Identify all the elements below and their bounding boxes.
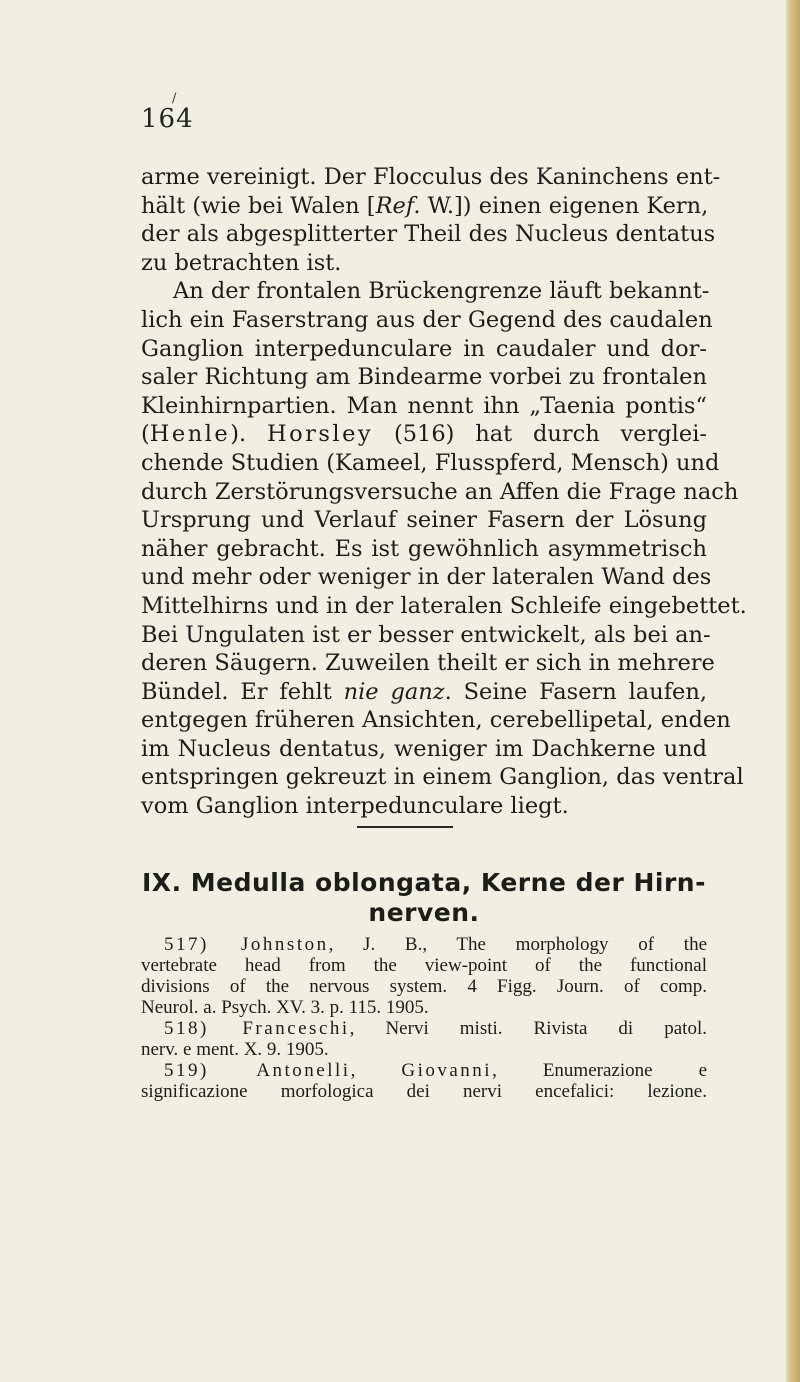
body-text [141, 163, 747, 821]
text-line: chende Studien (Kameel, Flusspferd, Mensch) und [141, 449, 720, 476]
reference-list [141, 934, 707, 1102]
italic-ref: Ref. [375, 192, 421, 219]
author-name: Henle [149, 421, 231, 448]
text-line: arme vereinigt. Der Flocculus des Kaninchens ent- [141, 164, 721, 190]
page-edge [786, 0, 800, 1382]
section-heading: IX. Medulla oblongata, Kerne der Hirn- nerven. [142, 868, 706, 927]
text-line: Neurol. a. Psych. XV. 3. p. 115. 1905. [141, 997, 429, 1018]
reference-item: 518) Franceschi, Nervi misti. Rivista di patol. [164, 1018, 707, 1039]
text-line: Bei Ungulaten ist er besser entwickelt, als bei an- [141, 621, 711, 648]
text-line: Kleinhirnpartien. Man nennt ihn „Taenia pontis“ [141, 392, 707, 419]
text-line: nerv. e ment. X. 9. 1905. [141, 1039, 329, 1060]
text-line: der als abgesplitterter Theil des Nucleus dentatus [141, 221, 716, 248]
page-number: 164 [141, 104, 194, 134]
reference-author: 519) Antonelli [164, 1060, 351, 1081]
reference-author: Giovanni [401, 1060, 493, 1081]
reference-item: 517) Johnston, J. B., The morphology of the [164, 934, 708, 955]
text-line: Ursprung und Verlauf seiner Fasern der Lösung [141, 507, 707, 534]
text-line: und mehr oder weniger in der lateralen Wand des [141, 564, 712, 591]
text-line: entspringen gekreuzt in einem Ganglion, das ventral [141, 764, 744, 791]
author-name: Horsley [266, 421, 374, 448]
text-line: hält (wie bei Walen [Ref. W.]) einen eigenen Kern, [141, 192, 709, 219]
text-line: (Henle). Horsley (516) hat durch verglei- [141, 421, 707, 448]
text-line: divisions of the nervous system. 4 Figg. Journ. of comp. [141, 976, 707, 997]
reference-item: 519) Antonelli, Giovanni, Enumerazione e [164, 1060, 707, 1081]
text-line: An der frontalen Brückengrenze läuft bekannt- [173, 278, 710, 305]
text-line: entgegen früheren Ansichten, cerebellipetal, enden [141, 707, 731, 734]
text-line: vom Ganglion interpedunculare liegt. [141, 793, 569, 820]
text-line: Ganglion interpedunculare in caudaler und dor- [141, 335, 707, 362]
text-line: durch Zerstörungsversuche an Affen die Frage nach [141, 478, 739, 505]
reference-author: 517) Johnston [164, 934, 329, 955]
text-line: vertebrate head from the view-point of the functional [141, 955, 707, 976]
tick-mark: / [172, 91, 177, 106]
text-line: lich ein Faserstrang aus der Gegend des caudalen [141, 306, 713, 333]
text-line: significazione morfologica dei nervi encefalici: lezione. [141, 1081, 707, 1102]
text-line: im Nucleus dentatus, weniger im Dachkerne und [141, 735, 707, 762]
section-divider [357, 826, 453, 828]
text-line: näher gebracht. Es ist gewöhnlich asymmetrisch [141, 535, 707, 562]
text-line: zu betrachten ist. [141, 249, 342, 276]
text-line: Mittelhirns und in der lateralen Schleife eingebettet. [141, 592, 747, 619]
text-line: deren Säugern. Zuweilen theilt er sich in mehrere [141, 650, 715, 677]
italic-phrase: nie ganz [343, 678, 445, 705]
text-line: Bündel. Er fehlt nie ganz. Seine Fasern laufen, [141, 678, 707, 705]
text-line: saler Richtung am Bindearme vorbei zu frontalen [141, 364, 707, 391]
reference-author: 518) Franceschi [164, 1018, 350, 1039]
